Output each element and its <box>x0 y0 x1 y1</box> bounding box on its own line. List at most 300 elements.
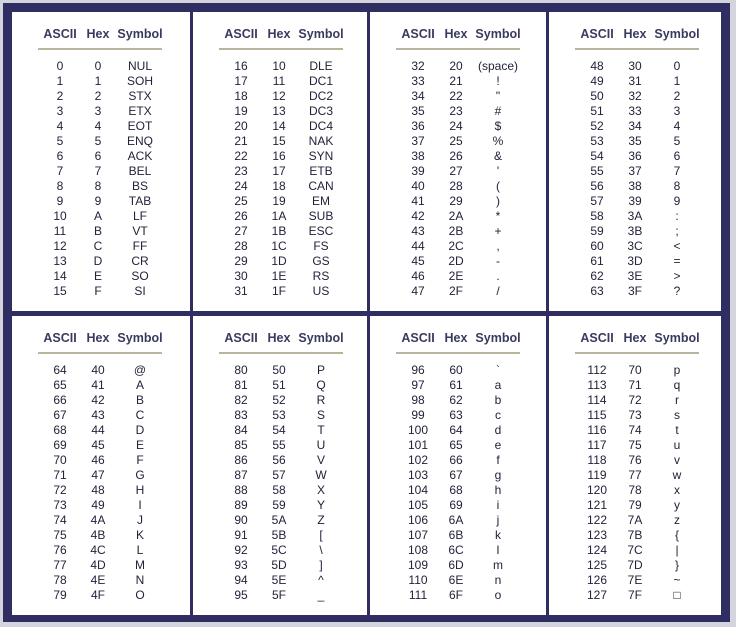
cell-ascii: 23 <box>234 164 248 178</box>
cell-ascii: 29 <box>234 254 248 268</box>
cell-hex: 37 <box>628 164 642 178</box>
cell-symbol: 2 <box>673 89 681 103</box>
column-header-symbol: Symbol <box>654 331 700 345</box>
cell-ascii: 46 <box>411 269 425 283</box>
cell-hex: 78 <box>628 483 642 497</box>
cell-symbol: SUB <box>308 209 334 223</box>
cell-symbol: s <box>674 408 680 422</box>
cell-symbol: f <box>496 453 500 467</box>
column-header-symbol: Symbol <box>298 331 344 345</box>
cell-symbol: EOT <box>127 119 153 133</box>
cell-symbol: DC3 <box>308 104 333 118</box>
cell-ascii: 115 <box>587 408 607 422</box>
cell-hex: 2B <box>448 224 464 238</box>
cell-hex: 33 <box>628 104 642 118</box>
ascii-panel <box>12 316 190 615</box>
cell-symbol: TAB <box>128 194 152 208</box>
column-header-hex: Hex <box>444 331 468 345</box>
cell-symbol: C <box>135 408 145 422</box>
cell-ascii: 95 <box>234 588 248 602</box>
cell-hex: 74 <box>628 423 642 437</box>
cell-hex: 2 <box>94 89 102 103</box>
cell-hex: 5D <box>271 558 287 572</box>
cell-ascii: 13 <box>53 254 67 268</box>
cell-hex: 7E <box>627 573 643 587</box>
cell-hex: 63 <box>449 408 463 422</box>
cell-ascii: 81 <box>234 378 248 392</box>
cell-hex: 77 <box>628 468 642 482</box>
cell-symbol: GS <box>312 254 330 268</box>
cell-symbol: EM <box>312 194 330 208</box>
cell-ascii: 31 <box>234 284 248 298</box>
cell-hex: 47 <box>91 468 105 482</box>
cell-ascii: 10 <box>53 209 67 223</box>
column-header-ascii: ASCII <box>43 331 77 345</box>
cell-symbol: ~ <box>673 573 681 587</box>
cell-hex: 3C <box>627 239 643 253</box>
cell-ascii: 40 <box>411 179 425 193</box>
cell-hex: 61 <box>449 378 463 392</box>
cell-hex: 3B <box>627 224 643 238</box>
cell-symbol: F <box>136 453 144 467</box>
cell-ascii: 105 <box>407 498 429 512</box>
column-header-symbol: Symbol <box>117 331 163 345</box>
cell-symbol: * <box>495 209 501 223</box>
cell-ascii: 42 <box>411 209 425 223</box>
cell-symbol: < <box>673 239 681 253</box>
cell-symbol: 4 <box>673 119 681 133</box>
cell-hex: 1 <box>94 74 102 88</box>
cell-hex: 17 <box>272 164 286 178</box>
cell-ascii: 67 <box>53 408 67 422</box>
column-header-hex: Hex <box>86 331 110 345</box>
cell-symbol: d <box>494 423 502 437</box>
cell-ascii: 71 <box>53 468 67 482</box>
cell-ascii: 44 <box>411 239 425 253</box>
cell-symbol: G <box>135 468 145 482</box>
cell-symbol: { <box>674 528 679 542</box>
cell-ascii: 6 <box>56 149 64 163</box>
cell-ascii: 106 <box>407 513 429 527</box>
column-header-hex: Hex <box>444 27 468 41</box>
cell-ascii: 100 <box>407 423 429 437</box>
cell-ascii: 76 <box>53 543 67 557</box>
cell-ascii: 70 <box>53 453 67 467</box>
cell-hex: 15 <box>272 134 286 148</box>
ascii-panel <box>193 12 367 311</box>
cell-hex: 59 <box>272 498 286 512</box>
cell-ascii: 118 <box>587 453 607 467</box>
cell-ascii: 112 <box>587 363 607 377</box>
cell-symbol: X <box>316 483 325 497</box>
cell-hex: 28 <box>449 179 463 193</box>
cell-ascii: 3 <box>56 104 64 118</box>
ascii-panel <box>549 316 721 615</box>
cell-ascii: 30 <box>234 269 248 283</box>
cell-hex: 66 <box>449 453 463 467</box>
cell-symbol: 7 <box>673 164 681 178</box>
cell-ascii: 90 <box>234 513 248 527</box>
cell-hex: 4E <box>90 573 106 587</box>
cell-hex: 12 <box>272 89 286 103</box>
cell-symbol: u <box>673 438 681 452</box>
cell-hex: 1F <box>271 284 286 298</box>
cell-symbol: | <box>675 543 679 557</box>
cell-ascii: 14 <box>53 269 67 283</box>
cell-hex: 62 <box>449 393 463 407</box>
cell-symbol: Q <box>316 378 326 392</box>
cell-hex: 19 <box>272 194 286 208</box>
cell-symbol: V <box>316 453 325 467</box>
cell-hex: 1B <box>271 224 287 238</box>
cell-symbol: " <box>495 89 501 103</box>
cell-symbol: _ <box>317 588 325 602</box>
cell-ascii: 78 <box>53 573 67 587</box>
column-header-symbol: Symbol <box>298 27 344 41</box>
column-header-hex: Hex <box>86 27 110 41</box>
cell-hex: 6C <box>448 543 464 557</box>
cell-symbol: m <box>493 558 503 572</box>
cell-ascii: 53 <box>590 134 604 148</box>
cell-hex: 49 <box>91 498 105 512</box>
cell-ascii: 52 <box>590 119 604 133</box>
cell-ascii: 4 <box>56 119 64 133</box>
cell-ascii: 25 <box>234 194 248 208</box>
cell-hex: 35 <box>628 134 642 148</box>
cell-hex: 58 <box>272 483 286 497</box>
cell-hex: 3D <box>627 254 643 268</box>
cell-ascii: 125 <box>586 558 608 572</box>
cell-hex: 46 <box>91 453 105 467</box>
cell-hex: 10 <box>272 59 286 73</box>
cell-hex: 51 <box>272 378 286 392</box>
cell-symbol: n <box>494 573 502 587</box>
cell-hex: 56 <box>272 453 286 467</box>
cell-ascii: 55 <box>590 164 604 178</box>
cell-hex: 5B <box>271 528 287 542</box>
cell-hex: 68 <box>449 483 463 497</box>
cell-symbol: ( <box>496 179 500 193</box>
cell-hex: 45 <box>91 438 105 452</box>
cell-symbol: SOH <box>126 74 153 88</box>
cell-hex: 4D <box>90 558 106 572</box>
cell-hex: 75 <box>628 438 642 452</box>
cell-ascii: 36 <box>411 119 425 133</box>
cell-hex: 22 <box>449 89 463 103</box>
cell-ascii: 28 <box>234 239 248 253</box>
cell-symbol: 6 <box>673 149 681 163</box>
cell-hex: 6D <box>448 558 464 572</box>
cell-symbol: W <box>315 468 327 482</box>
cell-symbol: $ <box>494 119 502 133</box>
cell-symbol: ) <box>496 194 500 208</box>
cell-symbol: ' <box>496 164 500 178</box>
cell-symbol: e <box>494 438 502 452</box>
cell-symbol: [ <box>319 528 323 542</box>
cell-hex: F <box>94 284 102 298</box>
cell-hex: 4F <box>90 588 105 602</box>
cell-hex: E <box>93 269 102 283</box>
cell-hex: 36 <box>628 149 642 163</box>
cell-ascii: 61 <box>590 254 604 268</box>
cell-ascii: 85 <box>234 438 248 452</box>
cell-hex: 1C <box>271 239 287 253</box>
cell-hex: 7D <box>627 558 643 572</box>
column-header-ascii: ASCII <box>580 27 614 41</box>
cell-ascii: 124 <box>586 543 608 557</box>
cell-ascii: 84 <box>234 423 248 437</box>
cell-hex: 38 <box>628 179 642 193</box>
cell-symbol: } <box>674 558 679 572</box>
cell-ascii: 9 <box>56 194 64 208</box>
cell-hex: 52 <box>272 393 286 407</box>
cell-hex: 67 <box>449 468 463 482</box>
header-divider <box>38 48 162 50</box>
cell-ascii: 126 <box>586 573 608 587</box>
cell-symbol: R <box>316 393 326 407</box>
cell-symbol: DC2 <box>308 89 333 103</box>
cell-symbol: Z <box>317 513 325 527</box>
cell-ascii: 11 <box>53 224 67 238</box>
cell-ascii: 7 <box>56 164 64 178</box>
cell-symbol: K <box>135 528 144 542</box>
cell-hex: 70 <box>628 363 642 377</box>
cell-symbol: . <box>496 269 500 283</box>
cell-symbol: ! <box>496 74 500 88</box>
cell-symbol: i <box>496 498 500 512</box>
cell-ascii: 33 <box>411 74 425 88</box>
cell-symbol: , <box>496 239 500 253</box>
cell-ascii: 60 <box>590 239 604 253</box>
cell-hex: 79 <box>628 498 642 512</box>
cell-symbol: □ <box>673 588 681 602</box>
cell-hex: 57 <box>272 468 286 482</box>
cell-ascii: 27 <box>234 224 248 238</box>
header-divider <box>219 48 343 50</box>
cell-hex: 27 <box>449 164 463 178</box>
cell-hex: 23 <box>449 104 463 118</box>
cell-hex: 41 <box>91 378 105 392</box>
cell-hex: 0 <box>94 59 102 73</box>
cell-ascii: 43 <box>411 224 425 238</box>
cell-ascii: 114 <box>587 393 607 407</box>
cell-symbol: STX <box>128 89 152 103</box>
cell-symbol: SYN <box>308 149 334 163</box>
cell-symbol: T <box>317 423 325 437</box>
cell-ascii: 62 <box>590 269 604 283</box>
cell-symbol: US <box>312 284 330 298</box>
cell-ascii: 34 <box>411 89 425 103</box>
cell-symbol: Y <box>316 498 325 512</box>
cell-symbol: l <box>496 543 500 557</box>
cell-ascii: 94 <box>234 573 248 587</box>
cell-symbol: x <box>674 483 680 497</box>
cell-symbol: DLE <box>309 59 333 73</box>
cell-ascii: 123 <box>586 528 608 542</box>
cell-ascii: 102 <box>407 453 429 467</box>
cell-symbol: - <box>496 254 500 268</box>
cell-hex: 73 <box>628 408 642 422</box>
cell-symbol: p <box>673 363 681 377</box>
cell-ascii: 38 <box>411 149 425 163</box>
cell-symbol: : <box>675 209 679 223</box>
cell-hex: 21 <box>449 74 463 88</box>
cell-symbol: # <box>494 104 502 118</box>
cell-hex: 72 <box>628 393 642 407</box>
cell-hex: 71 <box>628 378 642 392</box>
cell-symbol: a <box>494 378 502 392</box>
header-divider <box>38 352 162 354</box>
header-divider <box>575 48 699 50</box>
cell-hex: B <box>93 224 102 238</box>
cell-ascii: 64 <box>53 363 67 377</box>
cell-ascii: 116 <box>587 423 607 437</box>
cell-symbol: VT <box>132 224 148 238</box>
cell-symbol: CAN <box>308 179 334 193</box>
cell-symbol: t <box>675 423 679 437</box>
cell-ascii: 15 <box>53 284 67 298</box>
cell-symbol: ; <box>675 224 679 238</box>
cell-symbol: NAK <box>308 134 334 148</box>
cell-symbol: y <box>674 498 680 512</box>
cell-ascii: 5 <box>56 134 64 148</box>
cell-ascii: 122 <box>586 513 608 527</box>
cell-symbol: & <box>493 149 502 163</box>
cell-symbol: BS <box>131 179 148 193</box>
column-header-hex: Hex <box>267 331 291 345</box>
cell-symbol: ENQ <box>126 134 153 148</box>
cell-hex: 76 <box>628 453 642 467</box>
column-header-ascii: ASCII <box>43 27 77 41</box>
cell-hex: 60 <box>449 363 463 377</box>
cell-symbol: % <box>492 134 504 148</box>
cell-ascii: 26 <box>234 209 248 223</box>
cell-ascii: 82 <box>234 393 248 407</box>
cell-hex: 65 <box>449 438 463 452</box>
cell-symbol: ETX <box>128 104 152 118</box>
cell-symbol: j <box>496 513 500 527</box>
column-header-symbol: Symbol <box>654 27 700 41</box>
ascii-panel <box>370 12 546 311</box>
cell-hex: 42 <box>91 393 105 407</box>
cell-symbol: DC4 <box>308 119 333 133</box>
cell-ascii: 92 <box>234 543 248 557</box>
cell-symbol: A <box>135 378 144 392</box>
cell-hex: 5E <box>271 573 287 587</box>
cell-hex: 26 <box>449 149 463 163</box>
cell-hex: 48 <box>91 483 105 497</box>
cell-hex: 6A <box>448 513 464 527</box>
cell-symbol: S <box>316 408 325 422</box>
cell-ascii: 103 <box>407 468 429 482</box>
cell-symbol: 1 <box>673 74 681 88</box>
cell-hex: 55 <box>272 438 286 452</box>
cell-ascii: 120 <box>586 483 608 497</box>
cell-hex: 11 <box>272 74 286 88</box>
cell-symbol: D <box>135 423 145 437</box>
cell-symbol: ESC <box>308 224 334 238</box>
cell-symbol: NUL <box>127 59 152 73</box>
cell-symbol: RS <box>312 269 330 283</box>
cell-symbol: / <box>496 284 500 298</box>
ascii-panel <box>193 316 367 615</box>
cell-ascii: 77 <box>53 558 67 572</box>
cell-hex: 2F <box>448 284 463 298</box>
cell-ascii: 83 <box>234 408 248 422</box>
column-header-hex: Hex <box>623 27 647 41</box>
cell-hex: 5A <box>271 513 287 527</box>
cell-ascii: 50 <box>590 89 604 103</box>
cell-ascii: 39 <box>411 164 425 178</box>
cell-symbol: CR <box>131 254 149 268</box>
cell-ascii: 99 <box>411 408 425 422</box>
header-divider <box>219 352 343 354</box>
cell-symbol: SI <box>134 284 146 298</box>
ascii-table-frame <box>3 3 730 622</box>
cell-hex: 7F <box>627 588 642 602</box>
cell-hex: 25 <box>449 134 463 148</box>
cell-symbol: 3 <box>673 104 681 118</box>
cell-hex: 4C <box>90 543 106 557</box>
cell-hex: 7 <box>94 164 102 178</box>
cell-ascii: 110 <box>408 573 428 587</box>
cell-symbol: I <box>138 498 142 512</box>
cell-symbol: h <box>494 483 502 497</box>
cell-ascii: 12 <box>53 239 67 253</box>
cell-ascii: 0 <box>56 59 64 73</box>
cell-hex: 69 <box>449 498 463 512</box>
cell-hex: 2A <box>448 209 464 223</box>
cell-symbol: 0 <box>673 59 681 73</box>
cell-hex: 6F <box>448 588 463 602</box>
cell-ascii: 2 <box>56 89 64 103</box>
column-header-hex: Hex <box>267 27 291 41</box>
cell-ascii: 8 <box>56 179 64 193</box>
cell-hex: 9 <box>94 194 102 208</box>
cell-ascii: 37 <box>411 134 425 148</box>
cell-ascii: 18 <box>234 89 248 103</box>
cell-hex: 3E <box>627 269 643 283</box>
cell-hex: 5C <box>271 543 287 557</box>
cell-ascii: 88 <box>234 483 248 497</box>
column-header-hex: Hex <box>623 331 647 345</box>
cell-ascii: 19 <box>234 104 248 118</box>
cell-hex: 2E <box>448 269 464 283</box>
cell-hex: 18 <box>272 179 286 193</box>
cell-symbol: 8 <box>673 179 681 193</box>
cell-ascii: 86 <box>234 453 248 467</box>
cell-symbol: ETB <box>309 164 333 178</box>
cell-symbol: BEL <box>128 164 152 178</box>
header-divider <box>575 352 699 354</box>
cell-symbol: \ <box>319 543 323 557</box>
cell-hex: 7C <box>627 543 643 557</box>
cell-symbol: ACK <box>127 149 153 163</box>
cell-symbol: g <box>494 468 502 482</box>
cell-hex: 32 <box>628 89 642 103</box>
cell-hex: 5F <box>271 588 286 602</box>
cell-hex: 4B <box>90 528 106 542</box>
cell-hex: 7B <box>627 528 643 542</box>
cell-hex: 2D <box>448 254 464 268</box>
cell-ascii: 119 <box>587 468 607 482</box>
cell-hex: 6 <box>94 149 102 163</box>
cell-hex: 30 <box>628 59 642 73</box>
cell-symbol: P <box>316 363 325 377</box>
cell-hex: 44 <box>91 423 105 437</box>
cell-ascii: 74 <box>53 513 67 527</box>
cell-symbol: SO <box>131 269 149 283</box>
